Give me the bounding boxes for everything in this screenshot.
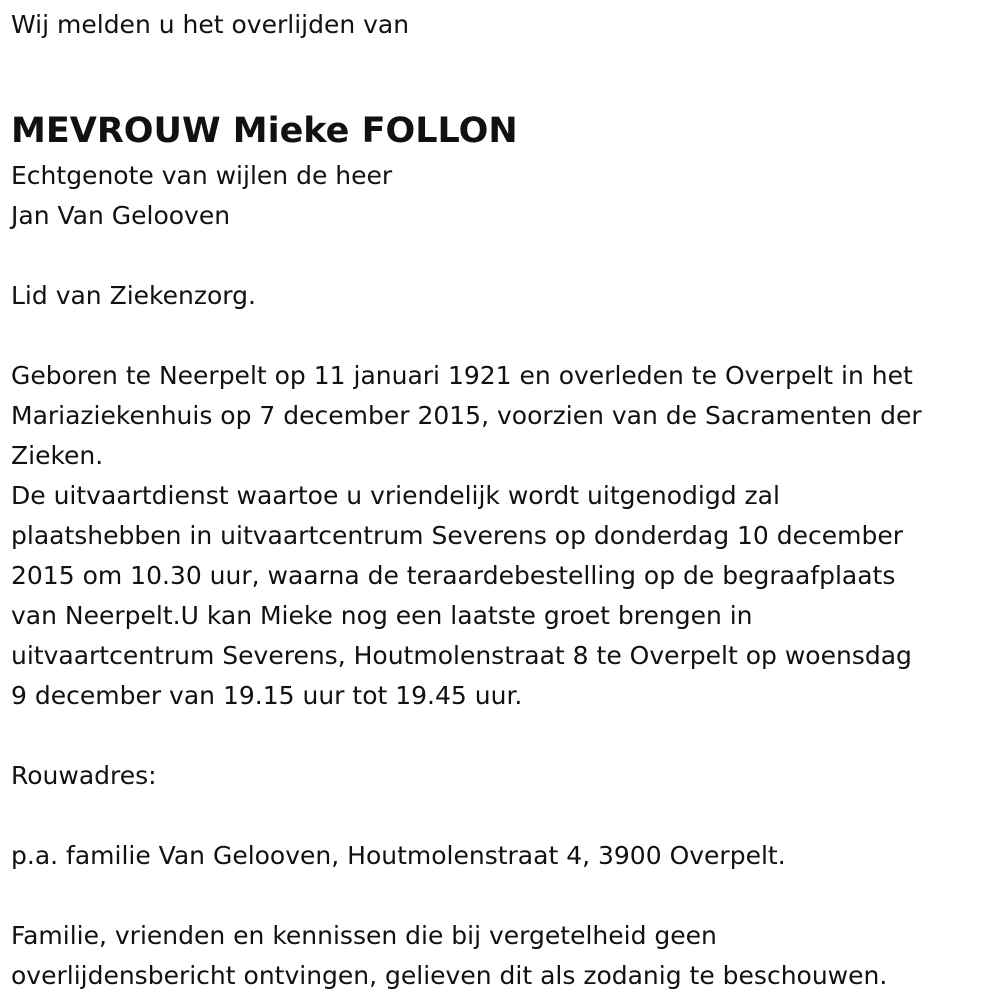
body-line: Mariaziekenhuis op 7 december 2015, voorzien van de Sacramenten der (11, 401, 922, 430)
body-line: 2015 om 10.30 uur, waarna de teraardebestelling op de begraafplaats (11, 561, 896, 590)
body-line: Zieken. (11, 441, 104, 470)
spouse-line: Echtgenote van wijlen de heer (11, 161, 393, 190)
body-line: plaatshebben in uitvaartcentrum Severens op donderdag 10 december (11, 521, 904, 550)
closing-block (11, 916, 996, 996)
spouse-block (11, 156, 996, 236)
address-text: p.a. familie Van Gelooven, Houtmolenstraat 4, 3900 Overpelt. (11, 841, 786, 870)
spacer (11, 316, 996, 356)
address-label: Rouwadres: (11, 761, 157, 790)
spacer (11, 716, 996, 756)
body-line: van Neerpelt.U kan Mieke nog een laatste groet brengen in (11, 601, 753, 630)
body-line: Geboren te Neerpelt op 11 januari 1921 en overleden te Overpelt in het (11, 361, 913, 390)
deceased-name: MEVROUW Mieke FOLLON (11, 111, 518, 151)
body-line: uitvaartcentrum Severens, Houtmolenstraat 8 te Overpelt op woensdag (11, 641, 912, 670)
closing-line: overlijdensbericht ontvingen, gelieven dit als zodanig te beschouwen. (11, 961, 888, 990)
body-line: De uitvaartdienst waartoe u vriendelijk wordt uitgenodigd zal (11, 481, 780, 510)
body-block (11, 356, 996, 716)
spacer (11, 236, 996, 276)
closing-line: Familie, vrienden en kennissen die bij vergetelheid geen (11, 921, 717, 950)
membership-text: Lid van Ziekenzorg. (11, 281, 256, 310)
intro-text: Wij melden u het overlijden van (11, 10, 410, 39)
death-notice (11, 0, 996, 996)
spacer (11, 876, 996, 916)
body-line: 9 december van 19.15 uur tot 19.45 uur. (11, 681, 523, 710)
spouse-line: Jan Van Gelooven (11, 201, 231, 230)
spacer (11, 796, 996, 836)
